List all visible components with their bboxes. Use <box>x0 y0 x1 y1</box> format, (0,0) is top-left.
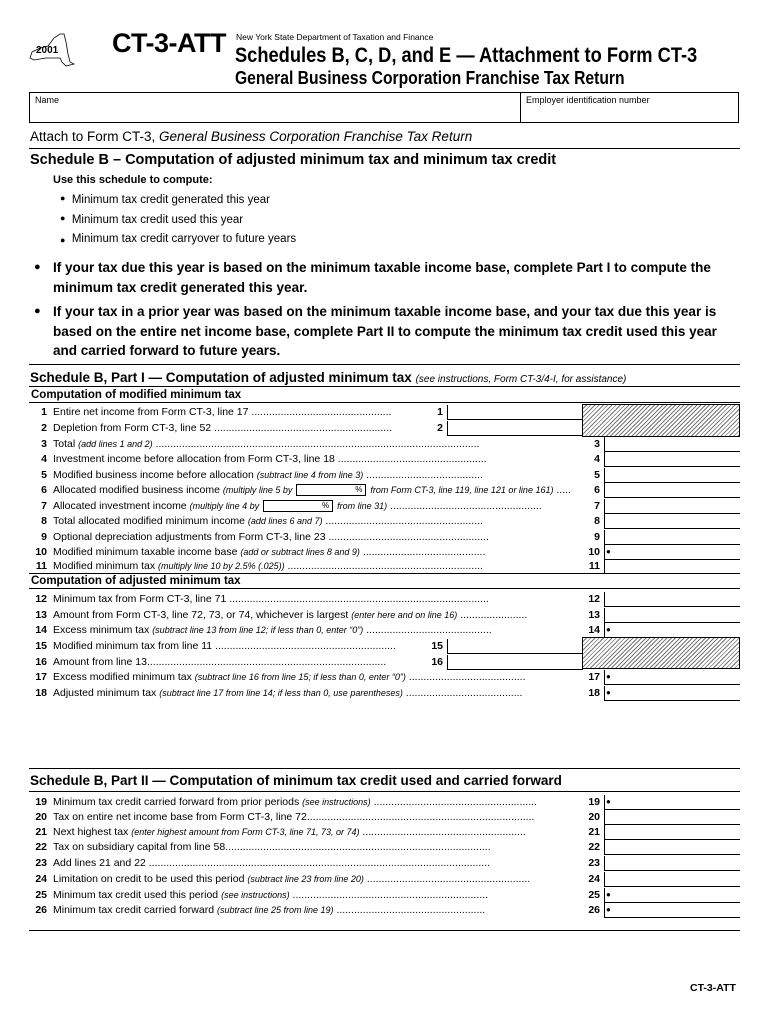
form-title: Schedules B, C, D, and E — Attachment to Form CT-3 <box>235 44 698 67</box>
percentage-input[interactable]: % <box>296 484 366 496</box>
line-box-number: 20 <box>588 811 600 823</box>
line-box-number: 13 <box>588 609 600 621</box>
divider <box>29 573 740 574</box>
form-line <box>0 559 770 574</box>
line-description: Add lines 21 and 22 ..................................................................................................................... <box>53 857 491 869</box>
amount-field[interactable] <box>447 405 583 420</box>
line-number: 3 <box>41 438 47 450</box>
amount-field[interactable] <box>604 514 740 529</box>
amount-field[interactable] <box>604 559 740 574</box>
line-box-number: 17 <box>588 671 600 683</box>
part1-subheading-adjusted: Computation of adjusted minimum tax <box>31 575 241 587</box>
line-description: Depletion from Form CT-3, line 52 ............................................................. <box>53 422 393 434</box>
amount-field[interactable] <box>604 825 740 840</box>
form-line <box>0 437 770 452</box>
footer-form-code: CT-3-ATT <box>690 982 736 994</box>
divider <box>29 386 740 387</box>
amount-field[interactable] <box>604 483 740 498</box>
line-box-number: 3 <box>594 438 600 450</box>
line-box-number: 21 <box>588 826 600 838</box>
line-number: 21 <box>35 826 47 838</box>
line-number: 5 <box>41 469 47 481</box>
form-line <box>0 888 770 903</box>
amount-field[interactable] <box>604 499 740 514</box>
line-box-number: 23 <box>588 857 600 869</box>
amount-field[interactable] <box>604 592 740 607</box>
amount-field[interactable] <box>604 795 740 810</box>
line-description: Amount from Form CT-3, line 72, 73, or 74, whichever is largest (enter here and on line 16) ....................... <box>53 609 528 621</box>
line-box-number: 2 <box>437 422 443 434</box>
line-box-number: 7 <box>594 500 600 512</box>
line-description: Investment income before allocation from Form CT-3, line 18 ................................................... <box>53 453 487 465</box>
use-label: Use this schedule to compute: <box>53 174 213 186</box>
line-description: Tax on subsidiary capital from line 58........................................................................................... <box>53 841 491 853</box>
divider <box>29 364 740 365</box>
line-number: 6 <box>41 484 47 496</box>
divider <box>29 148 740 149</box>
line-number: 14 <box>35 624 47 636</box>
line-description: Modified minimum tax from line 11 .............................................................. <box>53 640 396 652</box>
line-box-number: 14 <box>588 624 600 636</box>
entry-bullet-icon: ● <box>606 547 611 556</box>
line-number: 24 <box>35 873 47 885</box>
line-number: 22 <box>35 841 47 853</box>
line-description: Modified business income before allocation (subtract line 4 from line 3) ........................................ <box>53 469 483 481</box>
line-number: 4 <box>41 453 47 465</box>
line-box-number: 16 <box>431 656 443 668</box>
line-box-number: 12 <box>588 593 600 605</box>
name-label: Name <box>35 95 60 105</box>
amount-field[interactable] <box>604 888 740 903</box>
form-line <box>0 686 770 701</box>
department-name: New York State Department of Taxation and Finance <box>236 32 434 42</box>
line-description: Minimum tax credit used this period (see instructions) ................................................................... <box>53 889 488 901</box>
form-line <box>0 655 770 670</box>
line-box-number: 1 <box>437 406 443 418</box>
line-number: 7 <box>41 500 47 512</box>
form-line <box>0 810 770 825</box>
amount-field[interactable] <box>604 872 740 887</box>
line-number: 19 <box>35 796 47 808</box>
form-line <box>0 639 770 654</box>
line-description: Limitation on credit to be used this period (subtract line 23 from line 20) ........................................................ <box>53 873 531 885</box>
line-number: 13 <box>35 609 47 621</box>
line-number: 20 <box>35 811 47 823</box>
line-description: Excess modified minimum tax (subtract line 16 from line 15; if less than 0, enter “0”) ........................................ <box>53 671 526 683</box>
entry-bullet-icon: ● <box>606 625 611 634</box>
form-line <box>0 530 770 545</box>
form-line <box>0 608 770 623</box>
form-line <box>0 468 770 483</box>
line-number: 8 <box>41 515 47 527</box>
line-description: Allocated investment income (multiply line 4 by % from line 31) .................................................... <box>53 500 542 512</box>
part1-title: Schedule B, Part I — Computation of adjusted minimum tax (see instructions, Form CT-3/4-I, for assistance) <box>30 370 627 385</box>
form-line <box>0 623 770 638</box>
form-line <box>0 499 770 514</box>
line-description: Adjusted minimum tax (subtract line 17 from line 14; if less than 0, use parentheses) ........................................ <box>53 687 523 699</box>
amount-field[interactable] <box>604 608 740 623</box>
amount-field[interactable] <box>604 623 740 638</box>
line-number: 18 <box>35 687 47 699</box>
line-description: Excess minimum tax (subtract line 13 from line 12; if less than 0, enter “0”) ........................................... <box>53 624 492 636</box>
line-box-number: 11 <box>588 560 600 572</box>
entry-bullet-icon: ● <box>606 890 611 899</box>
amount-field[interactable] <box>447 655 583 670</box>
form-line <box>0 545 770 560</box>
form-line <box>0 514 770 529</box>
form-line <box>0 872 770 887</box>
entry-bullet-icon: ● <box>606 905 611 914</box>
line-number: 23 <box>35 857 47 869</box>
line-description: Total allocated modified minimum income (add lines 6 and 7) ...................................................... <box>53 515 483 527</box>
line-box-number: 22 <box>588 841 600 853</box>
line-description: Tax on entire net income base from Form CT-3, line 72.............................................................................. <box>53 811 535 823</box>
amount-field[interactable] <box>604 437 740 452</box>
form-line <box>0 592 770 607</box>
line-description: Minimum tax credit carried forward from prior periods (see instructions) ........................................................ <box>53 796 537 808</box>
attach-instruction: Attach to Form CT-3, General Business Corporation Franchise Tax Return <box>30 129 473 144</box>
entry-bullet-icon: ● <box>606 672 611 681</box>
line-number: 12 <box>35 593 47 605</box>
line-box-number: 8 <box>594 515 600 527</box>
divider <box>29 930 740 931</box>
line-number: 16 <box>35 656 47 668</box>
line-box-number: 24 <box>588 873 600 885</box>
line-number: 17 <box>35 671 47 683</box>
line-number: 26 <box>35 904 47 916</box>
form-line <box>0 405 770 420</box>
amount-field[interactable] <box>604 903 740 918</box>
line-box-number: 5 <box>594 469 600 481</box>
form-line <box>0 421 770 436</box>
line-box-number: 15 <box>431 640 443 652</box>
line-description: Minimum tax from Form CT-3, line 71 ......................................................................................... <box>53 593 489 605</box>
divider <box>29 791 740 792</box>
amount-field[interactable] <box>604 452 740 467</box>
amount-field[interactable] <box>604 810 740 825</box>
instruction-part1: ● If your tax due this year is based on the minimum taxable income base, complete Part I to compute the minimum tax credit generated this year. <box>34 260 711 295</box>
line-description: Entire net income from Form CT-3, line 17 ................................................ <box>53 406 392 418</box>
line-box-number: 4 <box>594 453 600 465</box>
form-line <box>0 856 770 871</box>
line-number: 9 <box>41 531 47 543</box>
percentage-input[interactable]: % <box>263 500 333 512</box>
amount-field[interactable] <box>604 545 740 560</box>
line-description: Total (add lines 1 and 2) ............................................................................................................... <box>53 438 480 450</box>
schedule-b-title: Schedule B – Computation of adjusted minimum tax and minimum tax credit <box>30 152 557 168</box>
form-code: CT-3-ATT <box>112 28 226 58</box>
line-box-number: 10 <box>588 546 600 558</box>
line-number: 1 <box>41 406 47 418</box>
line-box-number: 26 <box>588 904 600 916</box>
instruction-part2: ● If your tax in a prior year was based on the minimum taxable income base, and your tax due this year is based on the entire net income base, complete Part II to compute the minimum tax credit used this year and carried forward to future years. <box>34 304 717 358</box>
line-box-number: 18 <box>588 687 600 699</box>
list-item: ● Minimum tax credit carryover to future years <box>60 233 297 245</box>
entry-bullet-icon: ● <box>606 688 611 697</box>
part1-subheading-modified: Computation of modified minimum tax <box>31 389 242 401</box>
tax-year: 2001 <box>36 45 59 56</box>
form-line <box>0 670 770 685</box>
ein-field[interactable] <box>526 105 734 121</box>
line-description: Minimum tax credit carried forward (subtract line 25 from line 19) ................................................... <box>53 904 486 916</box>
name-ein-box <box>29 92 739 123</box>
part2-title: Schedule B, Part II — Computation of minimum tax credit used and carried forward <box>30 773 562 788</box>
line-box-number: 9 <box>594 531 600 543</box>
form-subtitle: General Business Corporation Franchise Tax Return <box>235 68 625 88</box>
list-item: ● Minimum tax credit used this year <box>60 213 244 226</box>
amount-field[interactable] <box>604 686 740 701</box>
line-description: Modified minimum taxable income base (add or subtract lines 8 and 9) .......................................... <box>53 546 486 558</box>
line-description: Amount from line 13.................................................................................. <box>53 656 387 668</box>
line-description: Allocated modified business income (multiply line 5 by % from Form CT-3, line 119, line 121 or line 161) ..... <box>53 484 571 496</box>
amount-field[interactable] <box>604 840 740 855</box>
line-box-number: 6 <box>594 484 600 496</box>
amount-field[interactable] <box>604 856 740 871</box>
line-description: Next highest tax (enter highest amount from Form CT-3, line 71, 73, or 74) ........................................................ <box>53 826 526 838</box>
line-number: 25 <box>35 889 47 901</box>
entry-bullet-icon: ● <box>606 797 611 806</box>
form-line <box>0 903 770 918</box>
form-line <box>0 825 770 840</box>
form-line <box>0 795 770 810</box>
line-box-number: 25 <box>588 889 600 901</box>
amount-field[interactable] <box>604 468 740 483</box>
form-line <box>0 840 770 855</box>
divider <box>29 768 740 769</box>
divider <box>29 402 740 403</box>
ein-label: Employer identification number <box>526 95 650 105</box>
name-field[interactable] <box>70 105 510 121</box>
line-box-number: 19 <box>588 796 600 808</box>
line-number: 15 <box>35 640 47 652</box>
amount-field[interactable] <box>604 530 740 545</box>
line-number: 2 <box>41 422 47 434</box>
line-description: Modified minimum tax (multiply line 10 by 2.5% (.025)) ................................................................... <box>53 560 483 572</box>
amount-field[interactable] <box>604 670 740 685</box>
list-item: ● Minimum tax credit generated this year <box>60 193 270 206</box>
form-line <box>0 452 770 467</box>
line-number: 11 <box>35 560 47 572</box>
line-description: Optional depreciation adjustments from Form CT-3, line 23 ....................................................... <box>53 531 489 543</box>
form-line <box>0 483 770 498</box>
line-number: 10 <box>35 546 47 558</box>
amount-field[interactable] <box>447 639 583 654</box>
amount-field[interactable] <box>447 421 583 436</box>
divider <box>29 588 740 589</box>
